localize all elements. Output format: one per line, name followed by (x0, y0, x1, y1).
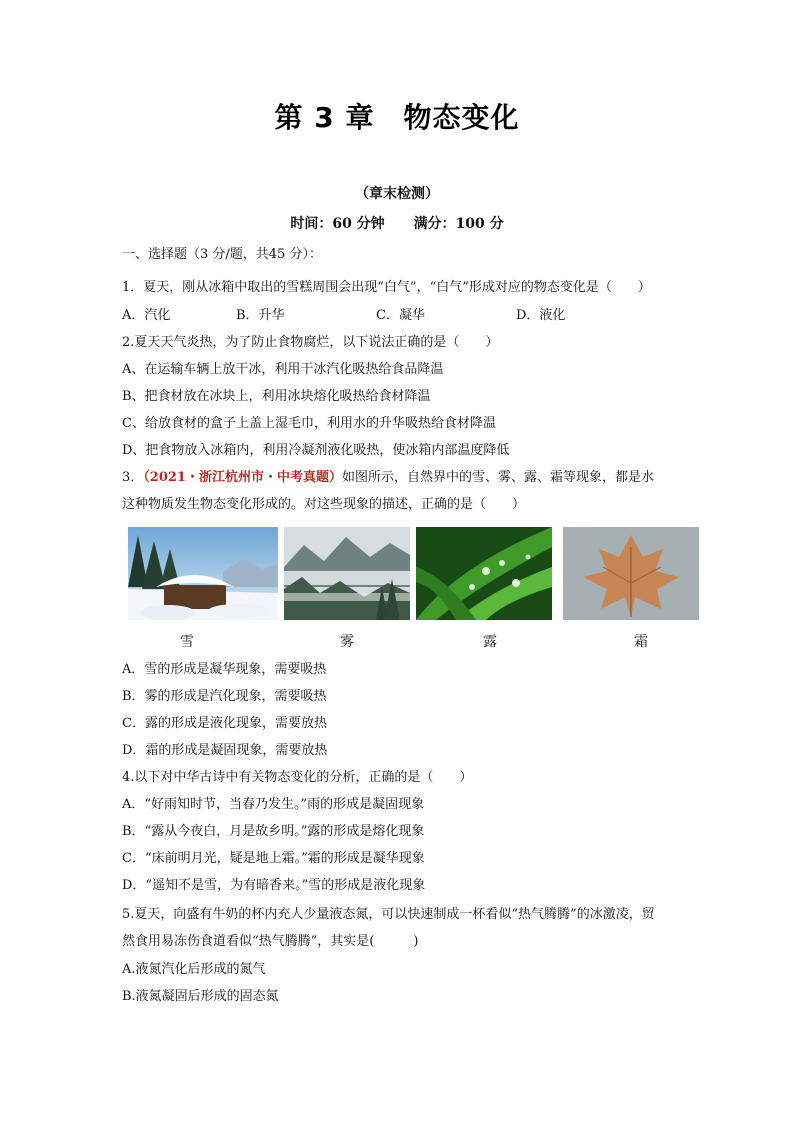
exam-time: 时间：60 分钟 (290, 216, 385, 232)
question-3-option-d: D．霜的形成是凝固现象，需要放热 (122, 743, 328, 758)
question-2-option-d: D、把食物放入冰箱内，利用冷凝剂液化吸热，使冰箱内部温度降低 (122, 443, 510, 458)
question-3-text-b: 这种物质发生物态变化形成的。对这些现象的描述，正确的是（ ） (122, 497, 526, 512)
question-1-option-a: A．汽化 (122, 308, 171, 323)
question-5-option-b: B.液氮凝固后形成的固态氮 (122, 989, 279, 1004)
question-5-text-b: 然食用易冻伤食道看似“热气腾腾”，其实是( ) (122, 934, 419, 949)
caption-frost: 霜 (634, 634, 648, 650)
question-1-text: 1．夏天，刚从冰箱中取出的雪糕周围会出现“白气”，“白气”形成对应的物态变化是（ ） (122, 280, 651, 295)
question-3-source: （2021・浙江杭州市・中考真题） (143, 470, 342, 485)
question-1-option-d: D．液化 (516, 308, 566, 323)
question-4-option-a: A．“好雨知时节，当春乃发生。”雨的形成是凝固现象 (122, 797, 425, 812)
fog-photo (284, 527, 410, 620)
question-3-option-a: A．雪的形成是凝华现象，需要吸热 (122, 662, 327, 677)
question-3-text-a: 如图所示，自然界中的雪、雾、露、霜等现象，都是水 (341, 470, 654, 485)
page-title: 第 3 章 物态变化 (274, 101, 520, 134)
question-5-text-a: 5.夏天，向盛有牛奶的杯内充人少量液态氮，可以快速制成一杯看似“热气腾腾”的冰激凌，贸 (122, 907, 655, 922)
caption-dew: 露 (483, 634, 497, 650)
question-3-option-b: B．雾的形成是汽化现象，需要吸热 (122, 689, 327, 704)
question-2-option-b: B、把食材放在冰块上，利用冰块熔化吸热给食材降温 (122, 389, 431, 404)
question-2-text: 2.夏天天气炎热，为了防止食物腐烂，以下说法正确的是（ ） (122, 335, 499, 350)
question-3-number: 3． (122, 470, 144, 485)
question-4-option-b: B．“露从今夜白，月是故乡明。”露的形成是熔化现象 (122, 824, 425, 839)
question-2-option-c: C、给放食材的盒子上盖上湿毛巾，利用水的升华吸热给食材降温 (122, 416, 496, 431)
dew-photo (416, 527, 552, 620)
question-3-option-c: C．露的形成是液化现象，需要放热 (122, 716, 327, 731)
exam-score: 满分：100 分 (413, 216, 504, 232)
question-5-option-a: A.液氮汽化后形成的氮气 (122, 962, 266, 977)
snow-photo (128, 527, 278, 620)
question-4-option-d: D．“遥知不是雪，为有暗香来。”雪的形成是液化现象 (122, 878, 426, 893)
caption-fog: 雾 (340, 634, 354, 650)
question-2-option-a: A、在运输车辆上放干冰，利用干冰汽化吸热给食品降温 (122, 362, 444, 377)
question-1-option-c: C．凝华 (376, 308, 425, 323)
chapter-subtitle: （章末检测） (355, 186, 439, 202)
question-4-text: 4.以下对中华古诗中有关物态变化的分析，正确的是（ ） (122, 770, 473, 785)
question-4-option-c: C．“床前明月光，疑是地上霜。”霜的形成是凝华现象 (122, 851, 425, 866)
question-3-line-1 (122, 468, 722, 488)
caption-snow: 雪 (180, 634, 194, 650)
section-heading: 一、选择题（3 分/题，共45 分）： (122, 247, 322, 262)
frost-photo (563, 527, 699, 620)
exam-info (0, 213, 794, 233)
question-1-option-b: B．升华 (236, 308, 285, 323)
